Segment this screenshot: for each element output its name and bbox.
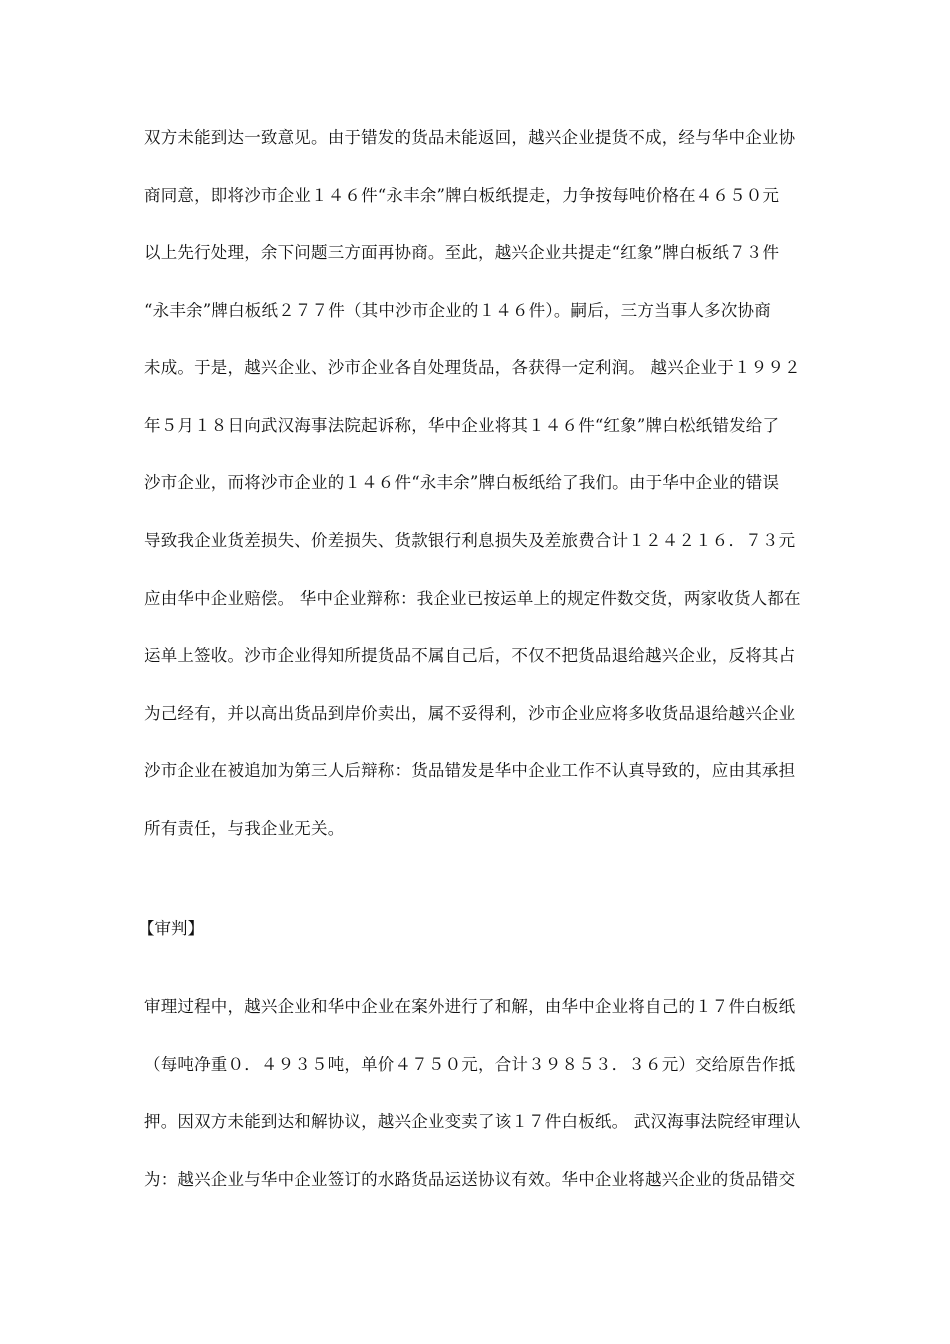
- text-line: （每吨净重０．４９３５吨，单价４７５０元，合计３９８５３．３６元）交给原告作抵: [144, 1055, 796, 1074]
- text-line: 导致我企业货差损失、价差损失、货款银行利息损失及差旅费合计１２４２１６．７３元: [144, 531, 796, 550]
- text-line: 运单上签收。沙市企业得知所提货品不属自己后，不仅不把货品退给越兴企业，反将其占: [144, 646, 796, 665]
- section-heading: 【审判】: [138, 919, 204, 938]
- text-line: 沙市企业在被追加为第三人后辩称：货品错发是华中企业工作不认真导致的，应由其承担: [144, 761, 796, 780]
- text-line: 未成。于是，越兴企业、沙市企业各自处理货品，各获得一定利润。 越兴企业于１９９２: [144, 358, 801, 377]
- text-line: 年５月１８日向武汉海事法院起诉称，华中企业将其１４６件“红象”牌白松纸错发给了: [144, 416, 780, 435]
- text-line: “永丰余”牌白板纸２７７件（其中沙市企业的１４６件）。嗣后，三方当事人多次协商: [144, 301, 771, 320]
- text-line: 所有责任，与我企业无关。: [144, 819, 345, 838]
- text-line: 商同意，即将沙市企业１４６件“永丰余”牌白板纸提走，力争按每吨价格在４６５０元: [144, 186, 780, 205]
- text-line: 应由华中企业赔偿。 华中企业辩称：我企业已按运单上的规定件数交货，两家收货人都在: [144, 589, 801, 608]
- text-line: 双方未能到达一致意见。由于错发的货品未能返回，越兴企业提货不成，经与华中企业协: [144, 128, 796, 147]
- text-line: 沙市企业，而将沙市企业的１４６件“永丰余”牌白板纸给了我们。由于华中企业的错误: [144, 473, 780, 492]
- text-line: 审理过程中，越兴企业和华中企业在案外进行了和解，由华中企业将自己的１７件白板纸: [144, 997, 796, 1016]
- text-line: 押。因双方未能到达和解协议，越兴企业变卖了该１７件白板纸。 武汉海事法院经审理认: [144, 1112, 801, 1131]
- text-line: 以上先行处理，余下问题三方面再协商。至此，越兴企业共提走“红象”牌白板纸７３件: [144, 243, 780, 262]
- text-line: 为：越兴企业与华中企业签订的水路货品运送协议有效。华中企业将越兴企业的货品错交: [144, 1170, 796, 1189]
- text-line: 为己经有，并以高出货品到岸价卖出，属不妥得利，沙市企业应将多收货品退给越兴企业: [144, 704, 796, 723]
